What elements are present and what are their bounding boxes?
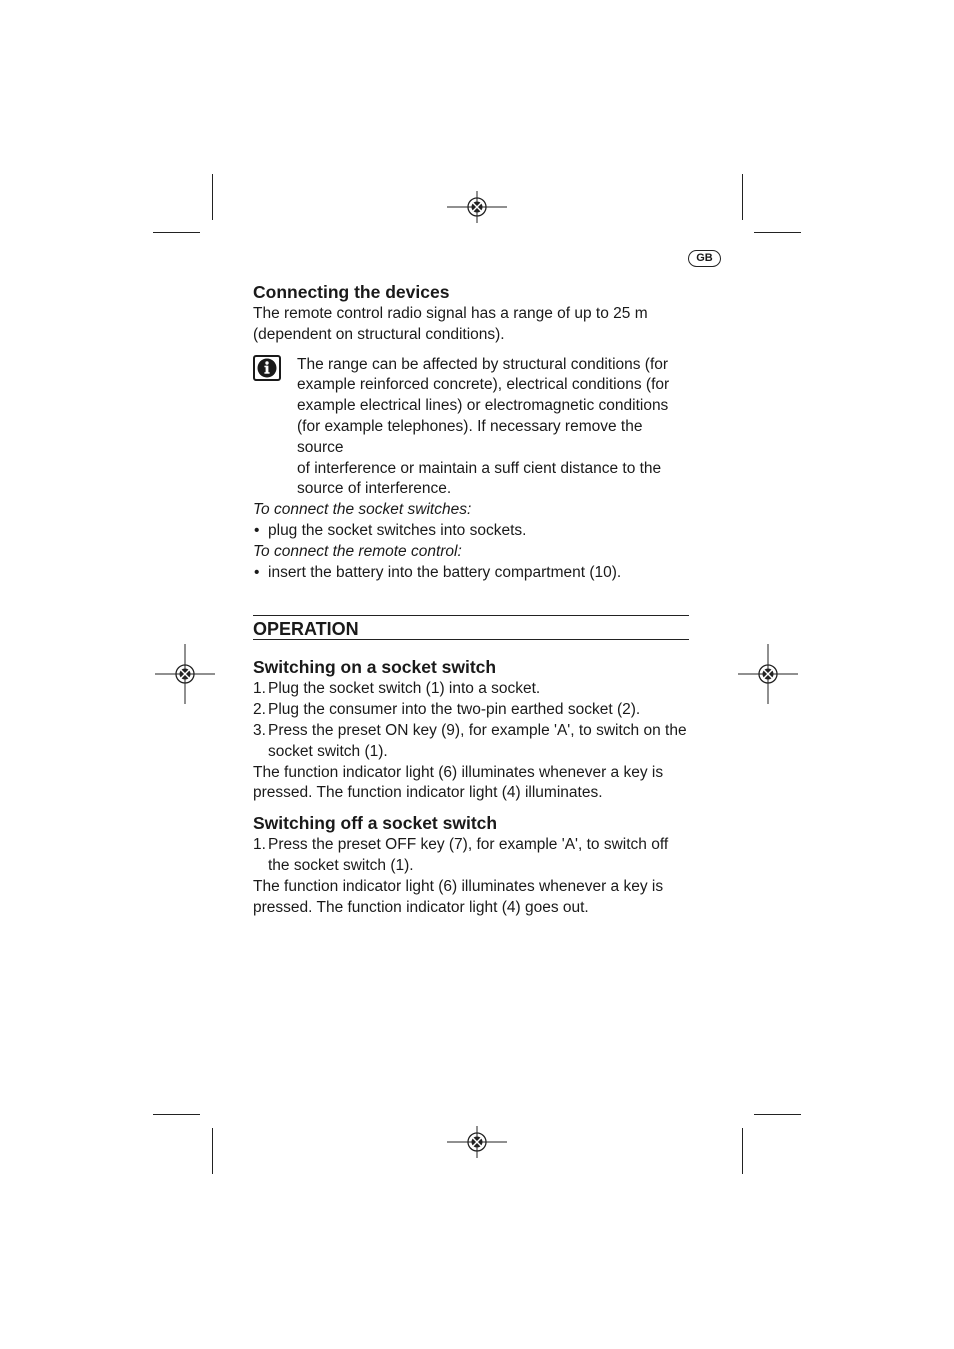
crop-mark-bottom-left-vertical — [212, 1128, 213, 1174]
connecting-intro-line-1: The remote control radio signal has a range of up to 25 m — [253, 305, 648, 322]
switch-on-result-line-1: The function indicator light (6) illuminates whenever a key is — [253, 763, 664, 781]
step-text: Press the preset ON key (9), for example 'A', to switch on the — [268, 721, 687, 739]
step-number: 3. — [253, 721, 266, 739]
registration-mark-top-icon — [447, 177, 507, 237]
remote-connect-subheading: To connect the remote control: — [253, 542, 462, 560]
language-badge: GB — [688, 250, 721, 267]
switch-on-steps — [253, 679, 689, 762]
crop-mark-top-left-horizontal — [153, 232, 200, 233]
note-line: source of interference. — [297, 480, 452, 498]
step-number: 1. — [253, 836, 266, 854]
note-line: example electrical lines) or electromagnetic conditions — [297, 397, 669, 415]
switch-off-result-line-2: pressed. The function indicator light (4) goes out. — [253, 898, 589, 916]
remote-connect-bullet: • insert the battery into the battery compartment (10). — [253, 563, 689, 584]
crop-mark-bottom-right-vertical — [742, 1128, 743, 1174]
switch-off-heading: Switching off a socket switch — [253, 813, 498, 834]
switch-on-result-line-2: pressed. The function indicator light (4) illuminates. — [253, 784, 603, 802]
connecting-heading: Connecting the devices — [253, 282, 450, 302]
step-text-continued: socket switch (1). — [268, 742, 388, 760]
info-note — [253, 355, 689, 501]
socket-connect-subheading: To connect the socket switches: — [253, 501, 472, 519]
step-text: Plug the consumer into the two-pin earthed socket (2). — [268, 701, 641, 719]
step-text: Press the preset OFF key (7), for example 'A', to switch off — [268, 836, 669, 854]
registration-mark-left-icon — [155, 644, 215, 704]
crop-mark-bottom-left-horizontal — [153, 1114, 200, 1115]
crop-mark-top-left-vertical — [212, 174, 213, 220]
step-item — [253, 721, 689, 763]
step-number: 2. — [253, 701, 266, 719]
crop-mark-top-right-horizontal — [754, 232, 801, 233]
info-icon — [253, 355, 281, 381]
operation-section-title: OPERATION — [253, 615, 689, 640]
note-line: example reinforced concrete), electrical conditions (for — [297, 376, 670, 394]
crop-mark-top-right-vertical — [742, 174, 743, 220]
step-item — [253, 700, 689, 721]
note-line: (for example telephones). If necessary remove the source — [297, 417, 643, 456]
step-text: Plug the socket switch (1) into a socket. — [268, 680, 541, 698]
crop-mark-bottom-right-horizontal — [754, 1114, 801, 1115]
registration-mark-bottom-icon — [447, 1112, 507, 1172]
note-line: of interference or maintain a suff cient distance to the — [297, 459, 662, 477]
page-content — [253, 281, 689, 918]
step-number: 1. — [253, 680, 266, 698]
step-text-continued: the socket switch (1). — [268, 856, 414, 874]
switch-off-result-line-1: The function indicator light (6) illuminates whenever a key is — [253, 877, 664, 895]
connecting-intro-line-2: (dependent on structural conditions). — [253, 325, 505, 343]
socket-connect-bullet: • plug the socket switches into sockets. — [253, 521, 689, 542]
step-item — [253, 835, 689, 877]
switch-on-heading: Switching on a socket switch — [253, 657, 497, 678]
registration-mark-right-icon — [738, 644, 798, 704]
switch-off-steps — [253, 835, 689, 877]
note-line: The range can be affected by structural conditions (for — [297, 355, 669, 373]
step-item — [253, 679, 689, 700]
